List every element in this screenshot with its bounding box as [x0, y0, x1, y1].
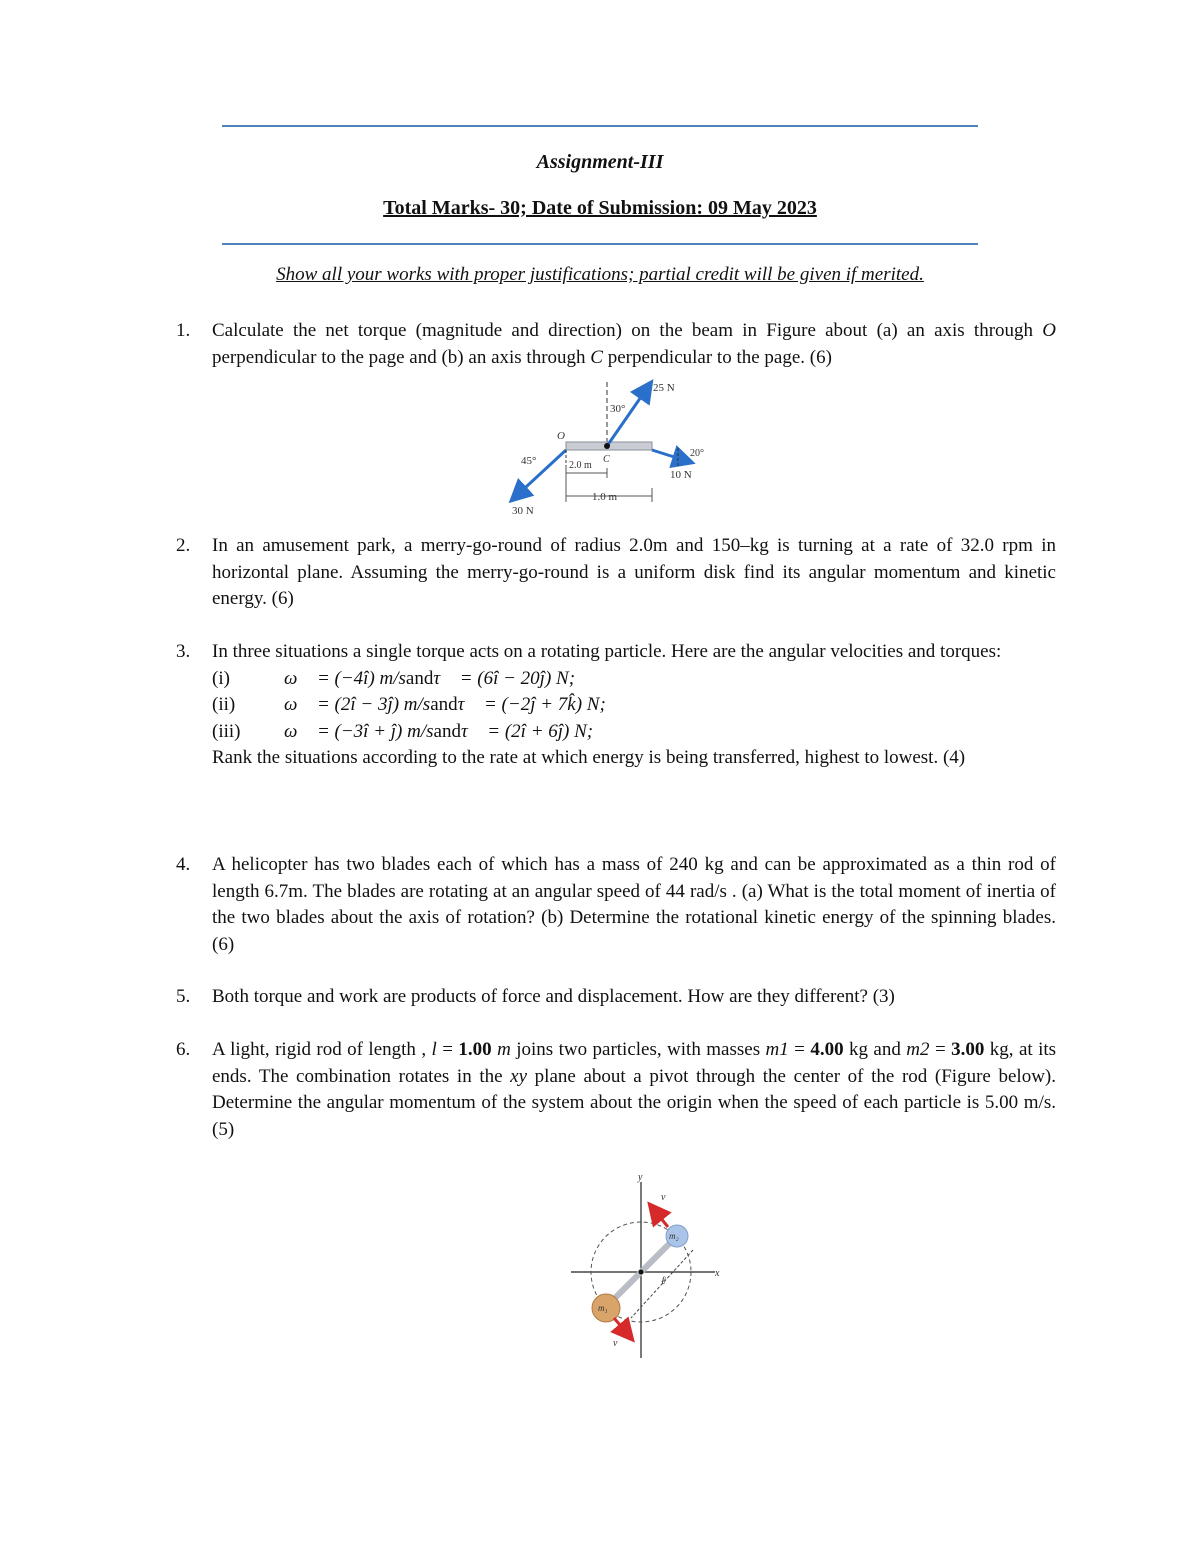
label-y: y — [638, 1172, 643, 1183]
question-text: In an amusement park, a merry-go-round of radius 2.0m and 150–kg is turning at a rate of 32.0 rpm in horizontal plane. Assuming the merry-go-round is a uniform disk find its angular momentum and kinetic energy. (6) — [212, 535, 1056, 609]
label-20deg: 20° — [690, 448, 704, 459]
label-45deg: 45° — [521, 455, 537, 467]
situation-row: (i) ω⃗ = (−4î) m/s and τ⃗ = (6î − 20ĵ) N; — [212, 667, 576, 689]
force-25n-arrow — [607, 384, 650, 446]
question-1 — [176, 318, 1056, 371]
label-10n: 10 N — [670, 469, 692, 481]
question-number: 5. — [176, 986, 191, 1007]
label-25n: 25 N — [653, 382, 675, 394]
question-number: 3. — [176, 641, 191, 662]
label-1m: 1.0 m — [592, 491, 618, 503]
label-v-bottom: v⃗ — [613, 1338, 626, 1349]
beam-force-diagram — [500, 378, 730, 518]
label-m1: m₁ — [598, 1303, 608, 1313]
question-text: A helicopter has two blades each of which has a mass of 240 kg and can be approximated as a thin rod of length 6.7m. The blades are rotating at an angular speed of 44 rad/s . (a) What is the total moment of inertia of the two blades about the axis of rotation? (b) Determine the rotational kinetic energy of the spinning blades. (6) — [212, 854, 1056, 955]
situation-row: (iii) ω⃗ = (−3î + ĵ) m/s and τ⃗ = (2î + 6ĵ) N; — [212, 720, 594, 742]
question-text: Both torque and work are products of force and displacement. How are they different? (3) — [212, 986, 895, 1007]
label-c: C — [603, 454, 610, 465]
bottom-rule — [222, 243, 978, 245]
force-10n-arrow — [652, 450, 690, 462]
question-text: Calculate the net torque (magnitude and direction) on the beam in Figure about (a) an axis through O perpendicular to the page and (b) an axis through C perpendicular to the page. (6) — [212, 320, 1056, 368]
label-ell: ℓ — [661, 1275, 666, 1287]
label-30deg: 30° — [610, 403, 626, 415]
question-number: 1. — [176, 320, 191, 341]
question-4 — [176, 852, 1056, 958]
instruction-line: Show all your works with proper justifications; partial credit will be given if merited. — [276, 264, 924, 285]
label-m2: m₂ — [669, 1231, 679, 1241]
label-2m: 2.0 m — [569, 460, 592, 471]
assignment-title: Assignment-III — [536, 151, 664, 173]
velocity-arrow-bottom — [614, 1318, 631, 1338]
question-6 — [176, 1037, 1056, 1143]
label-v-top: v⃗ — [661, 1192, 674, 1203]
question-number: 2. — [176, 535, 191, 556]
question-5 — [176, 984, 1056, 1011]
question-outro: Rank the situations according to the rate at which energy is being transferred, highest to lowest. (4) — [212, 747, 966, 768]
situation-row: (ii) ω⃗ = (2î − 3ĵ) m/s and τ⃗ = (−2ĵ + 7k̂) N; — [212, 694, 606, 715]
rotating-rod-diagram — [565, 1168, 735, 1368]
question-2 — [176, 533, 1056, 613]
question-intro: In three situations a single torque acts on a rotating particle. Here are the angular velocities and torques: — [212, 641, 1002, 662]
question-text: A light, rigid rod of length , l = 1.00 m joins two particles, with masses m1 = 4.00 kg and m2 = 3.00 kg, at its ends. The combination rotates in the xy plane about a pivot through the center of the rod (Figure below). Determine the angular momentum of the system about the origin when the speed of each particle is 5.00 m/s. (5) — [212, 1039, 1057, 1140]
question-number: 6. — [176, 1039, 191, 1060]
label-x: x — [715, 1268, 720, 1279]
point-c — [604, 443, 610, 449]
label-o: O — [557, 430, 565, 442]
question-3 — [176, 639, 1056, 772]
top-rule — [222, 125, 978, 127]
label-30n: 30 N — [512, 505, 534, 517]
question-number: 4. — [176, 854, 191, 875]
pivot-point — [639, 1270, 644, 1275]
assignment-subtitle: Total Marks- 30; Date of Submission: 09 May 2023 — [383, 197, 817, 219]
